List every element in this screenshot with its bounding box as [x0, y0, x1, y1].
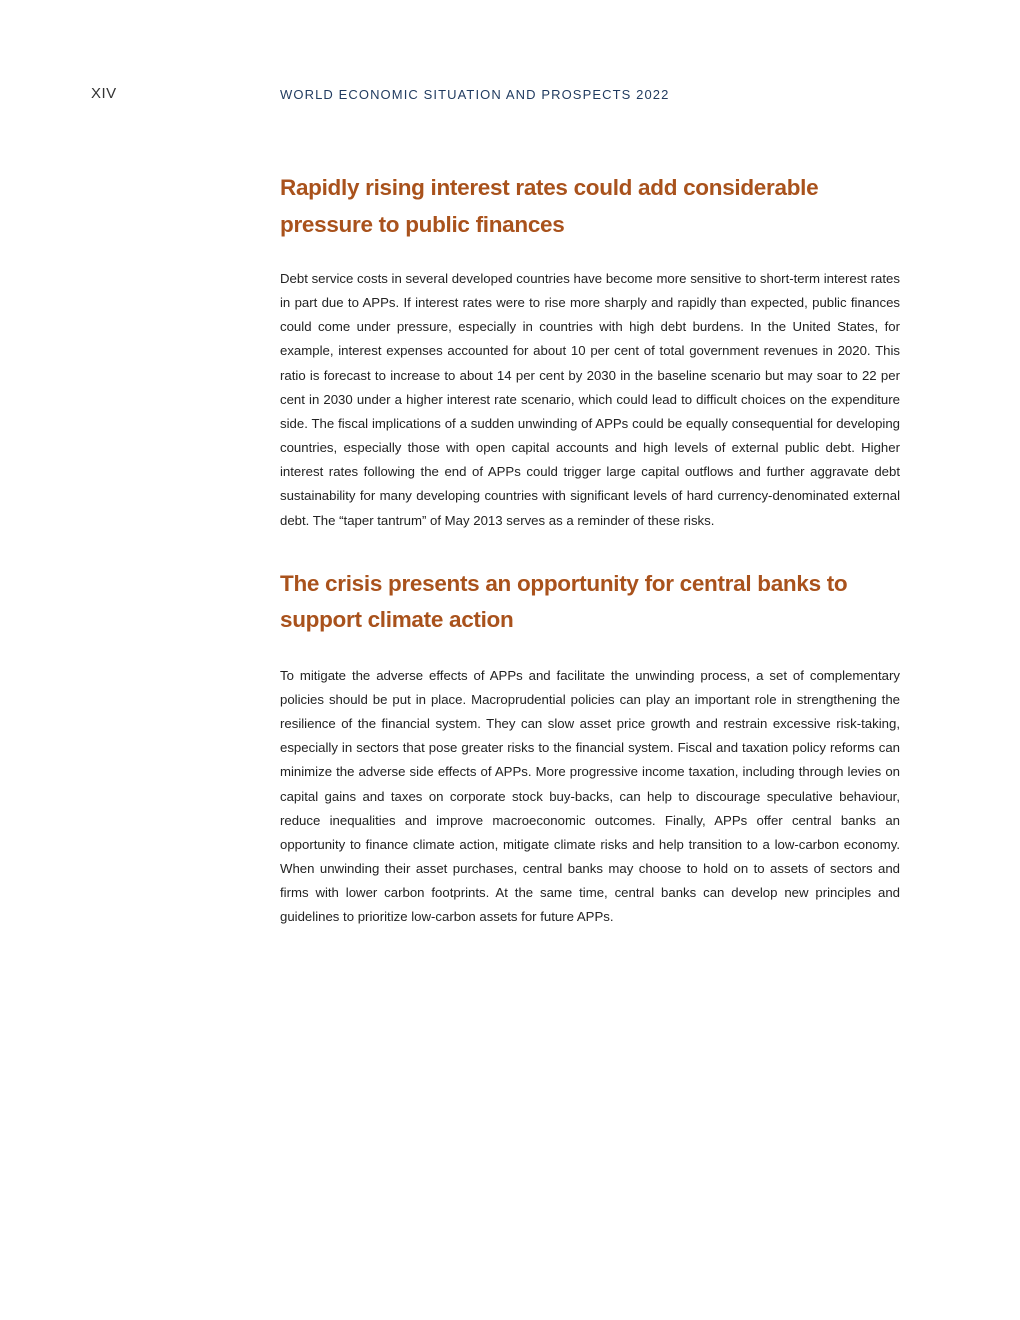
- running-header: WORLD ECONOMIC SITUATION AND PROSPECTS 2022: [280, 87, 670, 102]
- main-content: [280, 168, 900, 929]
- page-number: XIV: [91, 85, 117, 102]
- section-heading-interest-rates: Rapidly rising interest rates could add considerable pressure to public finances: [280, 175, 819, 237]
- section-body-climate-action: To mitigate the adverse effects of APPs and facilitate the unwinding process, a set of complementary policies should be put in place. Macroprudential policies can play an important role in strengthening the resilience of the financial system. They can slow asset price growth and restrain excessive risk-taking, especially in sectors that pose greater risks to the financial system. Fiscal and taxation policy reforms can minimize the adverse side effects of APPs. More progressive income taxation, including through levies on capital gains and taxes on corporate stock buy-backs, can help to discourage speculative behaviour, reduce inequalities and improve macroeconomic outcomes. Finally, APPs offer central banks an opportunity to finance climate action, mitigate climate risks and help transition to a low-carbon economy. When unwinding their asset purchases, central banks may choose to hold on to assets of sectors and firms with lower carbon footprints. At the same time, central banks can develop new principles and guidelines to prioritize low-carbon assets for future APPs.: [280, 667, 900, 925]
- section-heading-climate-action: The crisis presents an opportunity for central banks to support climate action: [280, 570, 848, 633]
- section-body-interest-rates: Debt service costs in several developed countries have become more sensitive to short-term interest rates in part due to APPs. If interest rates were to rise more sharply and rapidly than expected, public finances could come under pressure, especially in countries with high debt burdens. In the United States, for example, interest expenses accounted for about 10 per cent of total government revenues in 2020. This ratio is forecast to increase to about 14 per cent by 2030 in the baseline scenario but may soar to 22 per cent in 2030 under a higher interest rate scenario, which could lead to difficult choices on the expenditure side. The fiscal implications of a sudden unwinding of APPs could be equally consequential for developing countries, especially those with open capital accounts and high levels of external public debt. Higher interest rates following the end of APPs could trigger large capital outflows and further aggravate debt sustainability for many developing countries with significant levels of hard currency-denominated external debt. The “taper tantrum” of May 2013 serves as a reminder of these risks.: [280, 271, 900, 528]
